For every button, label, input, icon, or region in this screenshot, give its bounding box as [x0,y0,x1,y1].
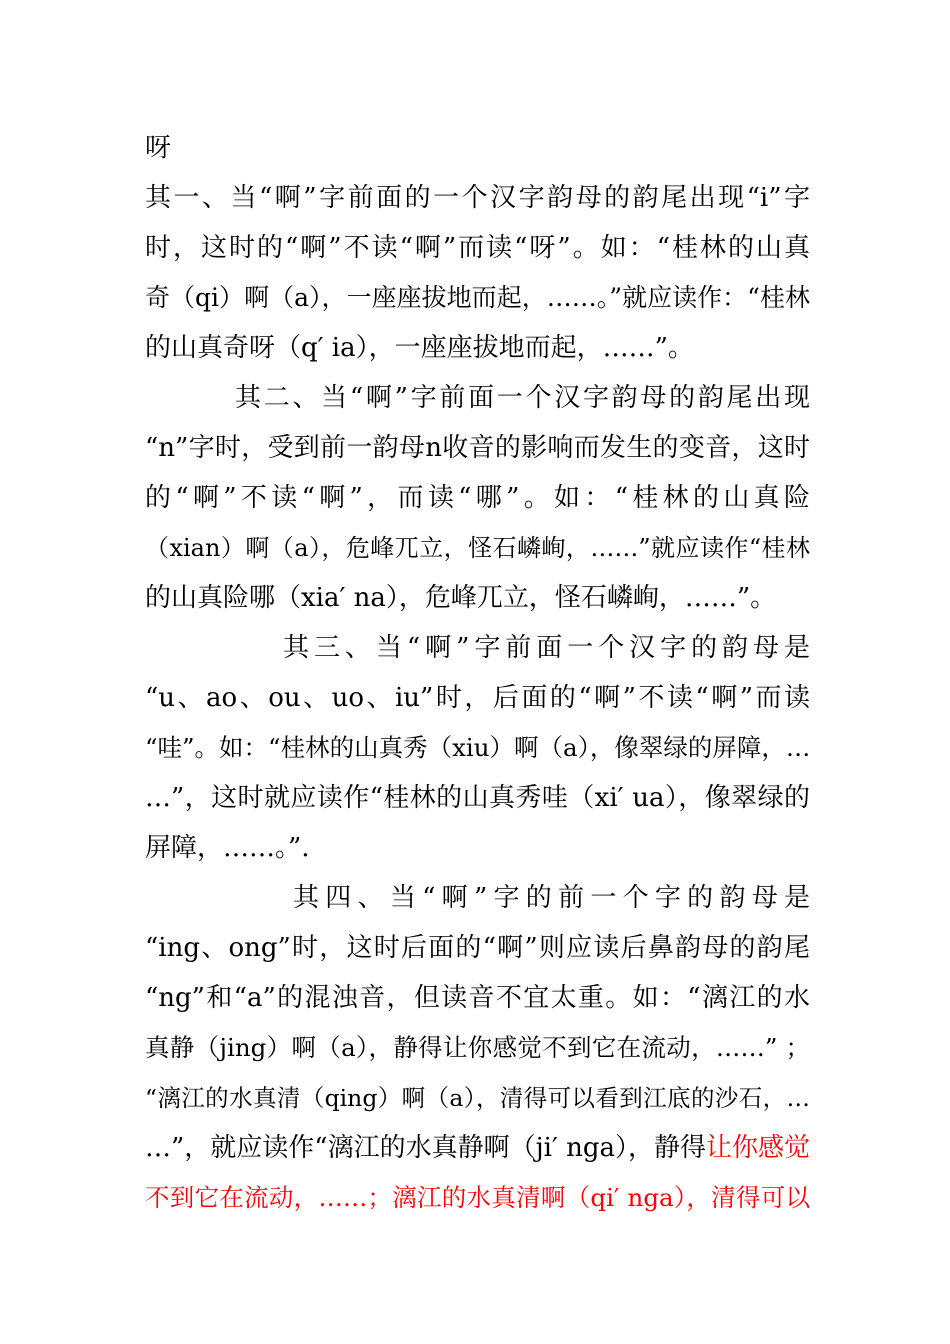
text-line: “u、ao、ou、uo、iu”时，后面的“啊”不读“啊”而读 [145,683,810,713]
text-line: 呀 [145,133,172,163]
highlighted-text: 让你感觉 [706,1133,811,1163]
text-line: “漓江的水真清（qing）啊（a），清得可以看到江底的沙石，… [145,1084,810,1112]
text-line: 其一、当“啊”字前面的一个汉字韵母的韵尾出现“i”字 [145,183,810,213]
text-line: “ng”和“a”的混浊音，但读音不宜太重。如：“漓江的水 [145,983,810,1013]
paragraph-first-line: 其二、当“啊”字前面一个汉字韵母的韵尾出现 [235,383,810,413]
text-line: 的山真险哪（xia′ na），危峰兀立，怪石嶙峋，……”。 [145,583,777,613]
text-line: “n”字时，受到前一韵母n收音的影响而发生的变音，这时 [145,433,810,463]
paragraph-first-line: 其四、当“啊”字的前一个字的韵母是 [293,883,810,913]
text-segment: …”，就应读作“漓江的水真静啊（ji′ nga），静得 [145,1133,707,1163]
text-line: 真静（jing）啊（a），静得让你感觉不到它在流动，……” ； [145,1033,810,1062]
text-line: “哇”。如：“桂林的山真秀（xiu）啊（a），像翠绿的屏障，… [145,733,811,762]
text-line: 屏障，……。”. [145,833,310,863]
text-line: “ing、ong”时，这时后面的“啊”则应读后鼻韵母的韵尾 [145,933,810,963]
text-line: 的“啊”不读“啊”，而读“哪”。如：“桂林的山真险 [145,483,810,513]
text-line-mixed [145,1131,810,1165]
paragraph-first-line: 其三、当“啊”字前面一个汉字的韵母是 [283,633,810,663]
text-line: 的山真奇呀（q′ ia），一座座拔地而起，……”。 [145,333,694,363]
text-line: （xian）啊（a），危峰兀立，怪石嶙峋，……”就应读作“桂林 [145,534,810,562]
text-line: 奇（qi）啊（a），一座座拔地而起，……。”就应读作：“桂林 [145,283,810,312]
text-line: 时，这时的“啊”不读“啊”而读“呀”。如：“桂林的山真 [145,233,810,263]
highlighted-text-line: 不到它在流动，……；漓江的水真清啊（qi′ nga），清得可以 [145,1183,810,1212]
text-line: …”，这时就应读作“桂林的山真秀哇（xi′ ua），像翠绿的 [145,783,810,813]
